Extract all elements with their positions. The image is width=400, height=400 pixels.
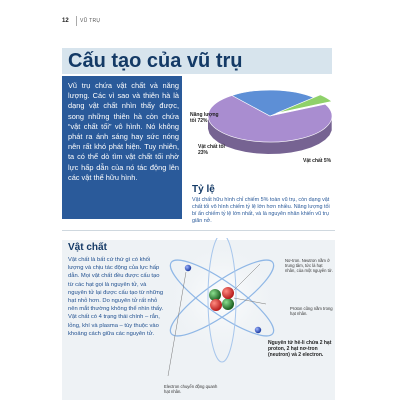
pie-label-matter: Vật chất 5% [303, 158, 332, 164]
proton-1 [222, 287, 234, 299]
section-divider [62, 230, 335, 231]
neutron-label: Nơ-tron. Neutron nằm ở trung tâm, tức là hạt nhân, của một nguyên tử. [285, 258, 333, 273]
intro-text: Vũ trụ chứa vật chất và năng lượng. Các vì sao và thiên hà là dạng vật chất nhìn thấy được, song những thiên hà còn chứa “vật chất tối” vô hình. Nó không phát ra ánh sáng hay sức nóng nên rất khó phát hiện. Tuy nhiên, ta có thể dò tìm vật chất tối nhờ lực hấp dẫn của nó tác động lên các vật thể hữu hình. [68, 81, 179, 182]
atom-caption: Nguyên tử hê-li chứa 2 hạt proton, 2 hạt nơ-tron (neutron) và 2 electron. [268, 340, 332, 358]
electron-1 [185, 265, 191, 271]
proton-2 [210, 299, 222, 311]
matter-heading: Vật chất [68, 242, 107, 253]
pie-label-dark-energy: Năng lượng tối 72% [190, 112, 219, 124]
section-name: VŨ TRỤ [80, 18, 101, 24]
proton-label: Proton cũng nằm trong hạt nhân. [290, 306, 333, 316]
helium-atom-diagram [162, 238, 282, 400]
header-divider [76, 16, 77, 26]
ratio-heading: Tỷ lệ [192, 184, 215, 195]
matter-text: Vật chất là bất cứ thứ gì có khối lượng và chịu tác động của lực hấp dẫn. Mọi vật chất đều được cấu tạo từ các hạt gọi là nguyên tử, và nguyên tử lại được cấu tạo từ những hạt nhỏ hơn. Do nguyên tử rất nhỏ nên mắt thường không thể nhìn thấy. Vật chất có 4 trạng thái chính – rắn, lỏng, khí và plasma – tùy thuộc vào khoảng cách giữa các nguyên tử. [68, 257, 164, 337]
ratio-text: Vật chất hữu hình chỉ chiếm 5% toàn vũ trụ, còn dạng vật chất tối vô hình chiếm tỷ lệ lớn hơn nhiều. Năng lượng tối bí ẩn chiếm tỷ lệ lớn nhất, và là nguyên nhân khiến vũ trụ giãn nở. [192, 197, 330, 224]
neutron-2 [222, 298, 234, 310]
page-title: Cấu tạo của vũ trụ [68, 50, 243, 72]
electron-label: Electron chuyển động quanh hạt nhân. [164, 384, 218, 394]
electron-2 [255, 327, 261, 333]
page-number: 12 [62, 18, 69, 24]
pie-label-dark-matter: Vật chất tối 23% [198, 144, 225, 156]
page-header [0, 0, 400, 38]
